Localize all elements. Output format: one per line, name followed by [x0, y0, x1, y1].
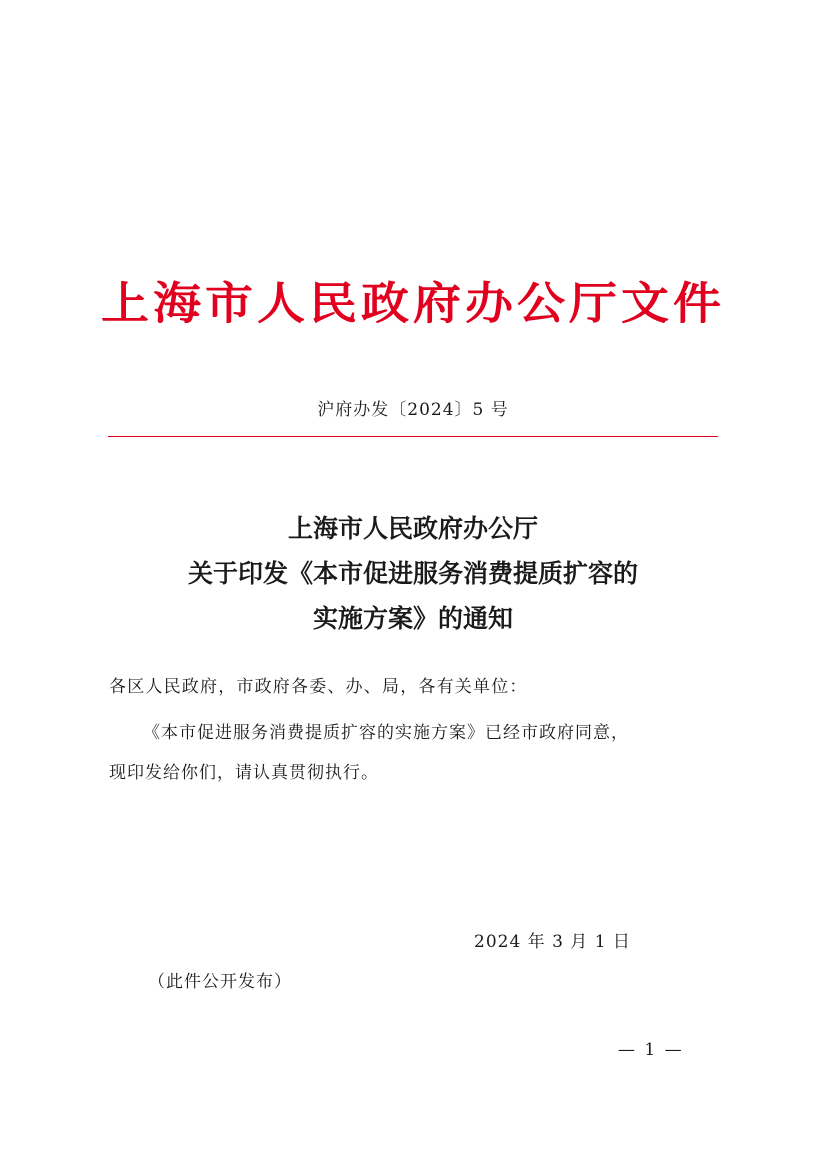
red-divider-line [108, 436, 718, 437]
body-line-2: 现印发给你们，请认真贯彻执行。 [109, 763, 379, 783]
page-number: — 1 — [618, 1040, 684, 1060]
title-line-2: 关于印发《本市促进服务消费提质扩容的 [187, 559, 638, 588]
document-title [0, 506, 826, 641]
body-line-1: 《本市促进服务消费提质扩容的实施方案》已经市政府同意， [143, 723, 629, 743]
body-paragraph [109, 713, 721, 793]
publication-note: （此件公开发布） [148, 972, 292, 992]
document-masthead: 上海市人民政府办公厅文件 [100, 278, 725, 330]
document-date: 2024 年 3 月 1 日 [474, 932, 631, 952]
salutation: 各区人民政府，市政府各委、办、局，各有关单位： [109, 677, 528, 697]
title-line-3: 实施方案》的通知 [312, 604, 513, 633]
document-number: 沪府办发〔2024〕5 号 [317, 400, 509, 420]
title-line-1: 上海市人民政府办公厅 [287, 514, 538, 543]
